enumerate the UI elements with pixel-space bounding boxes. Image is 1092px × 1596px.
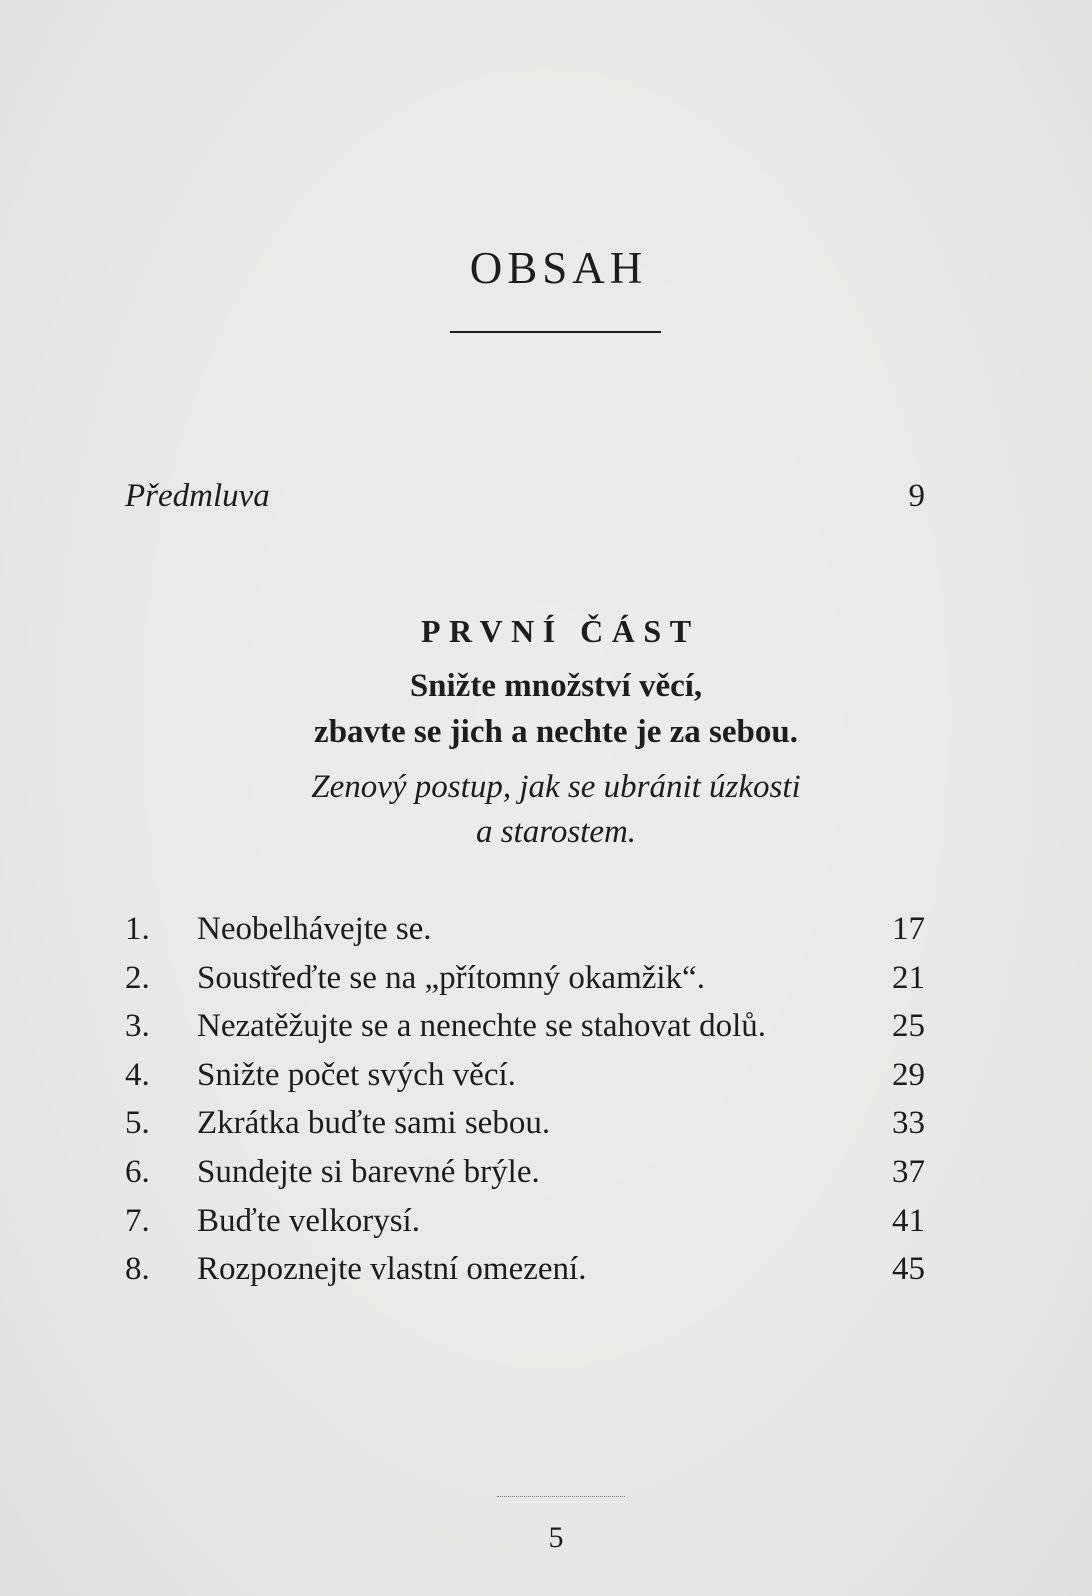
toc-entry (125, 1051, 925, 1100)
title-divider (450, 331, 661, 333)
chapter-page-number: 25 (892, 1008, 925, 1045)
folio-divider (497, 1496, 625, 1497)
chapter-number: 1. (125, 911, 150, 947)
part-tagline-line-1: Zenový postup, jak se ubránit úzkosti (311, 769, 801, 805)
chapter-number: 7. (125, 1202, 150, 1239)
toc-entry (125, 1197, 925, 1246)
part-tagline-line-2: a starostem. (475, 814, 637, 850)
chapter-title: Buďte velkorysí. (197, 1202, 420, 1239)
chapter-title: Snižte počet svých věcí. (197, 1056, 516, 1093)
chapter-title: Nezatěžujte se a nenechte se stahovat dolů. (197, 1008, 766, 1045)
chapter-title: Soustřeďte se na „přítomný okamžik“. (197, 959, 705, 996)
toc-chapter-list (125, 905, 925, 1294)
chapter-page-number: 21 (892, 959, 925, 996)
part-subtitle-line-2: zbavte se jich a nechte je za sebou. (314, 714, 798, 750)
chapter-number: 3. (125, 1008, 150, 1045)
chapter-page-number: 41 (892, 1202, 925, 1239)
preface-label: Předmluva (125, 478, 270, 514)
chapter-number: 6. (125, 1153, 150, 1190)
chapter-number: 5. (125, 1105, 150, 1142)
chapter-page-number: 33 (892, 1105, 925, 1142)
chapter-page-number: 29 (892, 1056, 925, 1093)
chapter-title: Rozpoznejte vlastní omezení. (197, 1251, 587, 1288)
chapter-page-number: 45 (892, 1251, 925, 1288)
toc-entry (125, 1245, 925, 1294)
toc-entry (125, 1002, 925, 1051)
chapter-number: 8. (125, 1251, 150, 1288)
chapter-title: Zkrátka buďte sami sebou. (197, 1105, 551, 1142)
part-subtitle-line-1: Snižte množství věcí, (409, 668, 703, 704)
chapter-title: Neobelhávejte se. (197, 911, 432, 947)
preface-page-number: 9 (908, 478, 925, 514)
toc-entry (125, 905, 925, 954)
page-title: OBSAH (469, 243, 648, 293)
chapter-number: 2. (125, 959, 150, 996)
chapter-page-number: 37 (892, 1153, 925, 1190)
toc-entry (125, 954, 925, 1003)
chapter-page-number: 17 (892, 911, 925, 947)
toc-entry (125, 1099, 925, 1148)
toc-entry (125, 1148, 925, 1197)
chapter-title: Sundejte si barevné brýle. (197, 1153, 540, 1190)
chapter-number: 4. (125, 1056, 150, 1093)
page-number: 5 (548, 1521, 564, 1554)
toc-entry-preface (125, 474, 925, 519)
part-heading: PRVNÍ ČÁST (420, 613, 700, 649)
